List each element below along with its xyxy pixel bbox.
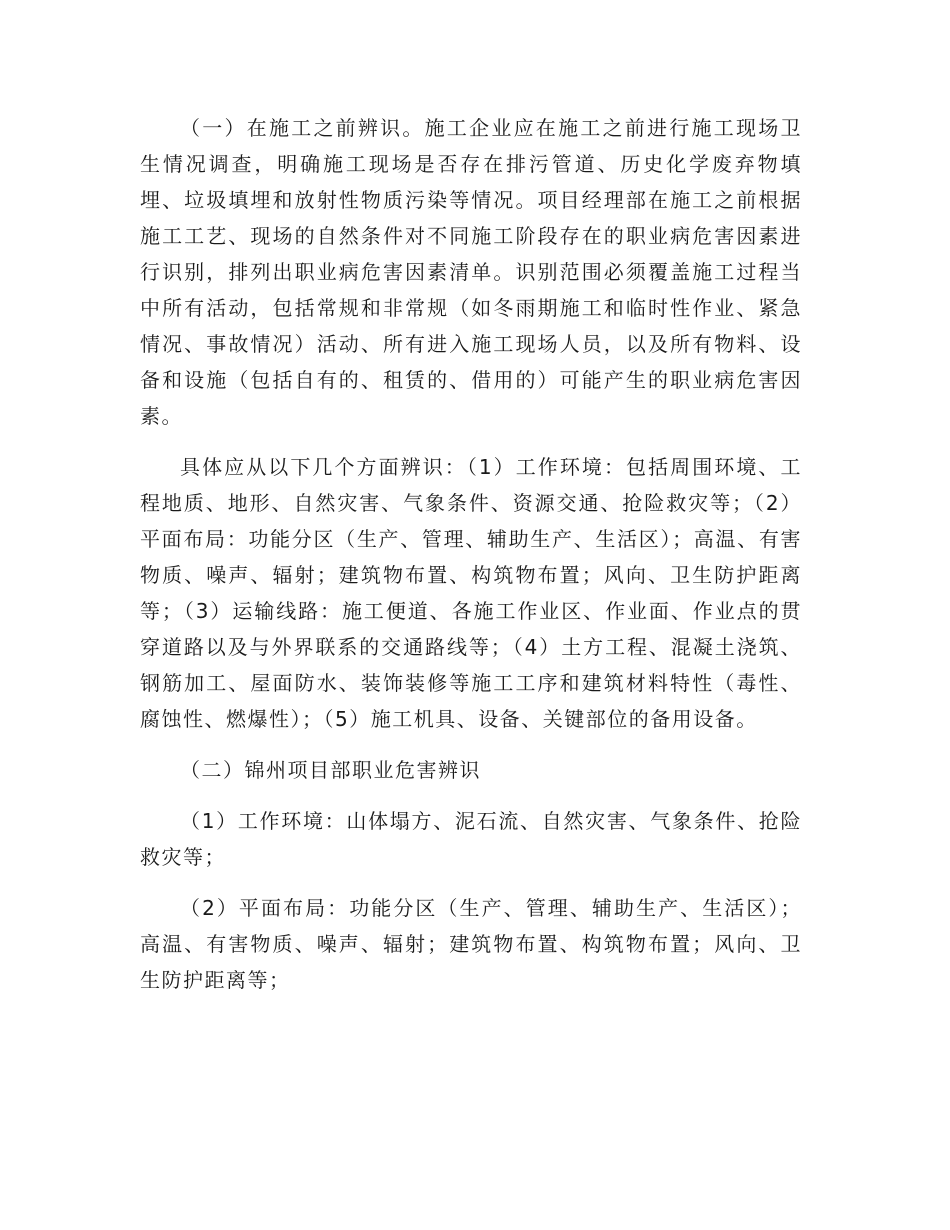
paragraph-work-environment: （1）工作环境：山体塌方、泥石流、自然灾害、气象条件、抢险救灾等； [140,809,802,869]
document-body [140,110,802,1013]
section-heading-jinzhou-hazard-identification: （二）锦州项目部职业危害辨识 [180,758,481,782]
paragraph-layout: （2）平面布局：功能分区（生产、管理、辅助生产、生活区）；高温、有害物质、噪声、辐射；建筑物布置、构筑物布置；风向、卫生防护距离等； [140,896,802,992]
paragraph-identification-aspects: 具体应从以下几个方面辨识：（1）工作环境：包括周围环境、工程地质、地形、自然灾害、气象条件、资源交通、抢险救灾等；（2）平面布局：功能分区（生产、管理、辅助生产、生活区）；高温、有害物质、噪声、辐射；建筑物布置、构筑物布置；风向、卫生防护距离等；（3）运输线路：施工便道、各施工作业区、作业面、作业点的贯穿道路以及与外界联系的交通路线等；（4）土方工程、混凝土浇筑、钢筋加工、屋面防水、装饰装修等施工工序和建筑材料特性（毒性、腐蚀性、燃爆性）；（5）施工机具、设备、关键部位的备用设备。 [140,455,802,731]
paragraph-pre-construction-identification: （一）在施工之前辨识。施工企业应在施工之前进行施工现场卫生情况调查，明确施工现场是否存在排污管道、历史化学废弃物填埋、垃圾填埋和放射性物质污染等情况。项目经理部在施工之前根据施工工艺、现场的自然条件对不同施工阶段存在的职业病危害因素进行识别，排列出职业病危害因素清单。识别范围必须覆盖施工过程当中所有活动，包括常规和非常规（如冬雨期施工和临时性作业、紧急情况、事故情况）活动、所有进入施工现场人员，以及所有物料、设备和设施（包括自有的、租赁的、借用的）可能产生的职业病危害因素。 [140,116,802,428]
